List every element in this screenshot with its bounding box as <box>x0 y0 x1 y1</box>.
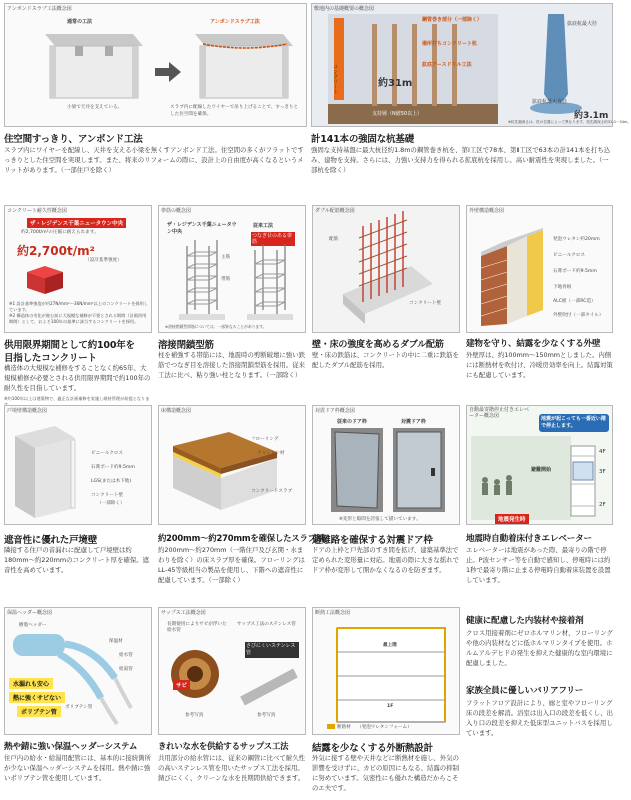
flooring-label: フローリング <box>251 437 279 442</box>
insulation-title: 結露を少なくする外断熱設計 <box>312 743 433 754</box>
figure-caption: アンボンドスラブ工法概念図 <box>7 6 72 12</box>
stop-bubble: 地震が起こっても一番近い階で停止します。 <box>539 414 609 432</box>
steel-label: 鋼管巻き部分（一部除く） <box>422 17 483 23</box>
healthy-materials-title: 健康に配慮した内装材や接着剤 <box>466 616 584 626</box>
welded-hoop-figure <box>158 205 306 333</box>
figure-caption: 戸境壁構造概念図 <box>7 408 48 414</box>
exterior-wall-desc: 外壁厚は、約100mm〜150mmとしました。内側には断熱材を吹付け、冷暖房効率を向上。結露対策にも配慮しています。 <box>466 351 613 379</box>
earth-drill-label: 拡底アースドリル工法 <box>422 62 472 68</box>
slab-desc: 約200mm〜約270mm（一階住戸及び玄関・水まわりを除く）の床スラブ厚を確保。フローリングはLL-45等級相当の製品を使用し、下階への遮音性に配慮しています。（一部除く） <box>158 546 305 584</box>
unbonded-method-label: アンボンドスラブ工法 <box>210 19 260 25</box>
insulation-desc: 外気に接する壁や天井などに断熱材を施し、外気の影響を受けずに、カビの原因にもなる、結露の抑制に努めています。気密性にも優れた構造だからこそのエ夫です。 <box>312 754 459 792</box>
stainless-tag: さびにくいステンレス管 <box>245 642 299 658</box>
residence-label: ザ・レジデンス千葉ニュータウン中央 <box>167 222 237 235</box>
figure-caption: コンクリート耐久性概念図 <box>7 208 67 214</box>
rust-tag: サビ <box>173 680 190 690</box>
leak-safe-badge: 水漏れも安心 <box>9 678 53 689</box>
double-rebar-desc: 壁・床の鉄筋は、コンクリートの中に二重に鉄筋を配したダブル配筋を採用。 <box>312 351 459 369</box>
partition-wall-figure <box>4 405 152 525</box>
insulation-legend-sub: （発泡ウレタンフォーム） <box>357 725 412 730</box>
header-title: 熱や錆に強い保温ヘッダーシステム <box>4 742 138 752</box>
pile-title: 計141本の強固な杭基礎 <box>311 134 414 145</box>
header-system-figure <box>4 607 152 735</box>
figure-caption: ダブル配筋概念図 <box>315 208 355 214</box>
hoop-title: 溶接閉鎖型筋 <box>158 340 214 351</box>
slab-thickness-figure <box>158 405 306 525</box>
caption-left: 小梁で天井を支えている。 <box>67 105 123 110</box>
saps-figure <box>158 607 306 735</box>
door-desc: ドアの上枠と戸先部のすき間を拡げ、建築基準法で定められた変形量に対応。地震の際に大きな揺れでドア枠が変形して開かなくなるのを防ぎます。 <box>312 546 459 574</box>
caption-right: スラブ内に配線したワイヤーで吊り上げることで、すっきりとした住空間を確保。 <box>170 105 299 117</box>
cushion-label: クッション材 <box>257 451 285 456</box>
double-rebar-title: 壁・床の強度を高めるダブル配筋 <box>312 340 444 350</box>
elevator-title: 地震時自動着床付きエレベーター <box>466 534 592 544</box>
concrete-label: コンクリート壁 <box>91 493 124 498</box>
concrete-wall-label: コンクリート壁 <box>409 301 442 306</box>
elevator-desc: エレベーターは地震があった際、最寄りの階で停止。P波センサー等を自動で感知し、停電時には約1秒で最寄り階に止まる停電時自動着床装置を設置しています。 <box>466 546 611 584</box>
hot-water-pipe-label: 給湯管 <box>119 667 133 672</box>
seismic-door-figure <box>312 405 460 525</box>
floor-2f: 2F <box>599 502 606 508</box>
seismic-door-label: 対震ドア枠 <box>401 419 426 425</box>
diameter-value: 約3.1m <box>574 111 609 121</box>
slab-label: コンクリートスラブ <box>251 489 293 494</box>
polybutene-label: ポリブテン管 <box>65 705 93 710</box>
figure-caption: 保温ヘッダー概念図 <box>7 610 53 616</box>
figure-caption: 床構造概念図 <box>161 408 192 414</box>
door-title: 避難路を確保する対震ドア枠 <box>312 535 433 546</box>
note-2: ※2 構造体の劣化が進む前に大規模な補修が不要とされる期間（計画供用期間）として、およそ100年の基準に該当するコンクリートを採用。 <box>9 313 147 324</box>
resin-header-label: 樹脂ヘッダー <box>19 623 47 628</box>
double-rebar-figure <box>312 205 460 333</box>
figure-caption: 帯筋の概念図 <box>161 208 192 214</box>
figure-caption: 外壁構造概念図 <box>469 208 505 214</box>
spray-label: 外壁吹付（一部タイル） <box>553 313 604 318</box>
alc-label: ALC板（一部RC造） <box>553 299 596 304</box>
depth-label: 約31m <box>378 78 413 89</box>
hoop-label: 帯筋 <box>221 277 231 282</box>
figure-caption: 断熱工法概念図 <box>315 610 351 616</box>
floor-3f: 3F <box>599 469 606 475</box>
pressure-sub: 約2,700t/m²の圧縮に耐えられます。 <box>21 230 99 235</box>
healthy-materials-desc: クロス用接着剤にゼロホルマリン材、フローリングや他の内装材などに低ホルマリンタイプを使用。ホルムアルデヒドの発生を抑えた健康的な室内環境に配慮しました。 <box>466 629 613 667</box>
ref-photo-left: 参考写真 <box>185 713 204 718</box>
note-1: ※1 設計基準強度が約27N/mm²〜36N/mm²以上のコンクリートを採用しています。 <box>9 301 148 312</box>
quake-occurs-tag: 地震発生時 <box>495 514 529 524</box>
concrete-title-1: 供用限界期間として約100年を <box>4 340 135 351</box>
gypsum-label: 石膏ボード約9.5mm <box>91 465 135 470</box>
except-label: （一部除く） <box>97 501 125 506</box>
max-diameter-label: 拡底杭最大直径 <box>532 99 568 105</box>
insulation-legend: 断熱材 <box>337 725 351 730</box>
unbonded-slab-figure <box>4 3 307 127</box>
frame-label: 下地骨組 <box>553 285 572 290</box>
stainless-pipe-label: サップス工法のステンレス管 <box>237 622 296 627</box>
lgs-label: LGS(または木下地) <box>91 479 132 484</box>
saps-title: きれいな水を供給するサップス工法 <box>158 741 289 751</box>
figure-caption: 敷地内の基礎概要の概念図 <box>314 6 375 12</box>
partition-title: 遮音性に優れた戸境壁 <box>4 535 98 546</box>
figure-caption: サップス工法概念図 <box>161 610 206 616</box>
door-frames-diagram <box>313 406 461 526</box>
concrete-title-2: 目指したコンクリート <box>4 353 97 364</box>
double-rebar-diagram <box>313 206 461 334</box>
bearing-layer-label: 支持層（N値50以上） <box>372 111 423 117</box>
max-diameter-top-label: 拡底杭最大径 <box>567 21 598 27</box>
normal-method-label: 通常の工法 <box>67 19 93 25</box>
conventional-label: 従来工法 <box>253 223 274 229</box>
rebar-label: 配筋 <box>329 237 339 242</box>
conventional-door-label: 従来のドア枠 <box>337 419 367 425</box>
elevator-figure <box>466 405 613 525</box>
polybutene-badge: ポリブテン管 <box>17 706 61 717</box>
pipe-photos <box>159 608 307 736</box>
hoop-note: ※溶接閉鎖型帯筋については、一部異なることがあります。 <box>165 324 267 329</box>
insulation-label: 保温材 <box>109 639 123 644</box>
rusted-pipe-label: 長期使用によりサビが浮いた給水管 <box>167 622 227 633</box>
figure-caption: 対震ドア枠概念図 <box>315 408 355 414</box>
concrete-small-note: ※約100年以上は建築物で、適正な計画補修を実施し維持管理が前提となりま <box>4 396 150 401</box>
heat-rust-badge: 熱に強くサビない <box>9 692 65 703</box>
main-bar-label: 主筋 <box>221 255 231 260</box>
barrier-free-desc: フラットフロア設計により、廊と室やフローリング床の段差を解消。浴室は出入口の段差を低くし、出入り口の段差を抑えた低床型ユニットバスを採用しています。 <box>466 699 613 737</box>
vinyl-cloth-label: ビニールクロス <box>553 253 585 258</box>
insulation-figure <box>312 607 460 735</box>
concrete-label: コンクリート <box>332 64 338 94</box>
partition-desc: 隣接する住戸の音漏れに配慮して戸境壁は約180mm〜約220mmのコンクリート厚を確保。遮音性を高めています。 <box>4 546 150 574</box>
saps-desc: 共用部分の給水管には、従来の鋼管に比べて耐久性の高いステンレス管を用いたサップス工法を採用。錆びにくく、クリーンな水を長期間供給できます。 <box>158 754 305 782</box>
unbonded-desc: スラブ内にワイヤーを配線し、天井を支える小梁を無くすアンボンド工法。住空間の多くがフラットですっきりとした住空間を実現します。また、将来のリフォームの際に、設計上の自由度が高くなるというメリットがあります。（一部住戸を除く） <box>4 146 304 174</box>
urethane-label: 発泡ウレタン約20mm <box>553 237 600 242</box>
insulation-diagram <box>313 608 461 736</box>
rebar-cage-diagram <box>159 206 307 334</box>
cast-pile-label: 場所打ちコンクリート杭 <box>422 41 477 47</box>
strength-value: 約2,700t/m² <box>17 244 95 258</box>
strength-note: （設計基準強度） <box>85 258 122 263</box>
header-desc: 住戸内の給水・給湯用配管には、基本的に接続箇所が少ない保温ヘッダーシステムを採用。熱や錆に強いポリブテン管を使用しています。 <box>4 754 151 782</box>
water-pipe-label: 給水管 <box>119 653 133 658</box>
figure-caption: 自動最寄階停止付きエレベーター概念図 <box>469 407 530 419</box>
unbonded-title: 住空間すっきり、アンボンド工法 <box>4 134 143 145</box>
ref-photo-right: 参考写真 <box>257 713 276 718</box>
residence-banner: ザ・レジデンス千葉ニュータウン中央 <box>27 218 126 228</box>
first-floor-label: 1F <box>387 704 394 709</box>
pile-note: ※杭先端深さは、杭の位置によって異なります。杭先端深さ約31.0〜34m。 <box>508 120 631 124</box>
slab-title: 約200mm〜約270mmを確保したスラブ厚 <box>158 533 324 543</box>
joint-tag: つなぎ目のある帯筋 <box>251 232 295 246</box>
floor-diagram <box>159 406 307 526</box>
floor-4f: 4F <box>599 449 606 455</box>
pile-desc: 強固な支持基盤に最大杭径約1.8mの鋼管巻き杭を、第Ⅰ工区で78本、第Ⅱ工区で63本の計141本を打ち込み、建物を支持。さらには、力強い支持力を得られる拡底杭を採用し、高い耐震性を実現しました。（一部杭を除く） <box>311 146 611 174</box>
vinyl-label: ビニールクロス <box>91 451 123 456</box>
barrier-free-title: 家族全員に優しいバリアフリー <box>466 686 584 696</box>
concrete-desc: 構造体の大規模な補修をすることなく約65年、大規模補修が必要とされる供用限界期間で約100年の耐久性を目指しています。 <box>4 364 151 392</box>
escape-label: 避難開始 <box>531 467 552 473</box>
hoop-desc: 柱を補強する帯筋には、地震時の剪断破壊に強い鉄筋でつなぎ目を溶接した溶接閉鎖型筋を採用。従来工法に比べ、粘り強い柱となります。（一部除く） <box>158 351 305 379</box>
exterior-wall-figure <box>466 205 613 333</box>
door-note: ※変形と隙間を誇張して描いています。 <box>339 517 421 522</box>
concrete-durability-figure <box>4 205 152 333</box>
gypsum-label: 石膏ボード約9.5mm <box>553 269 597 274</box>
top-floor-label: 最上階 <box>383 643 397 648</box>
exterior-wall-title: 建物を守り、結露を少なくする外壁 <box>466 339 601 349</box>
pile-foundation-figure <box>311 3 631 127</box>
